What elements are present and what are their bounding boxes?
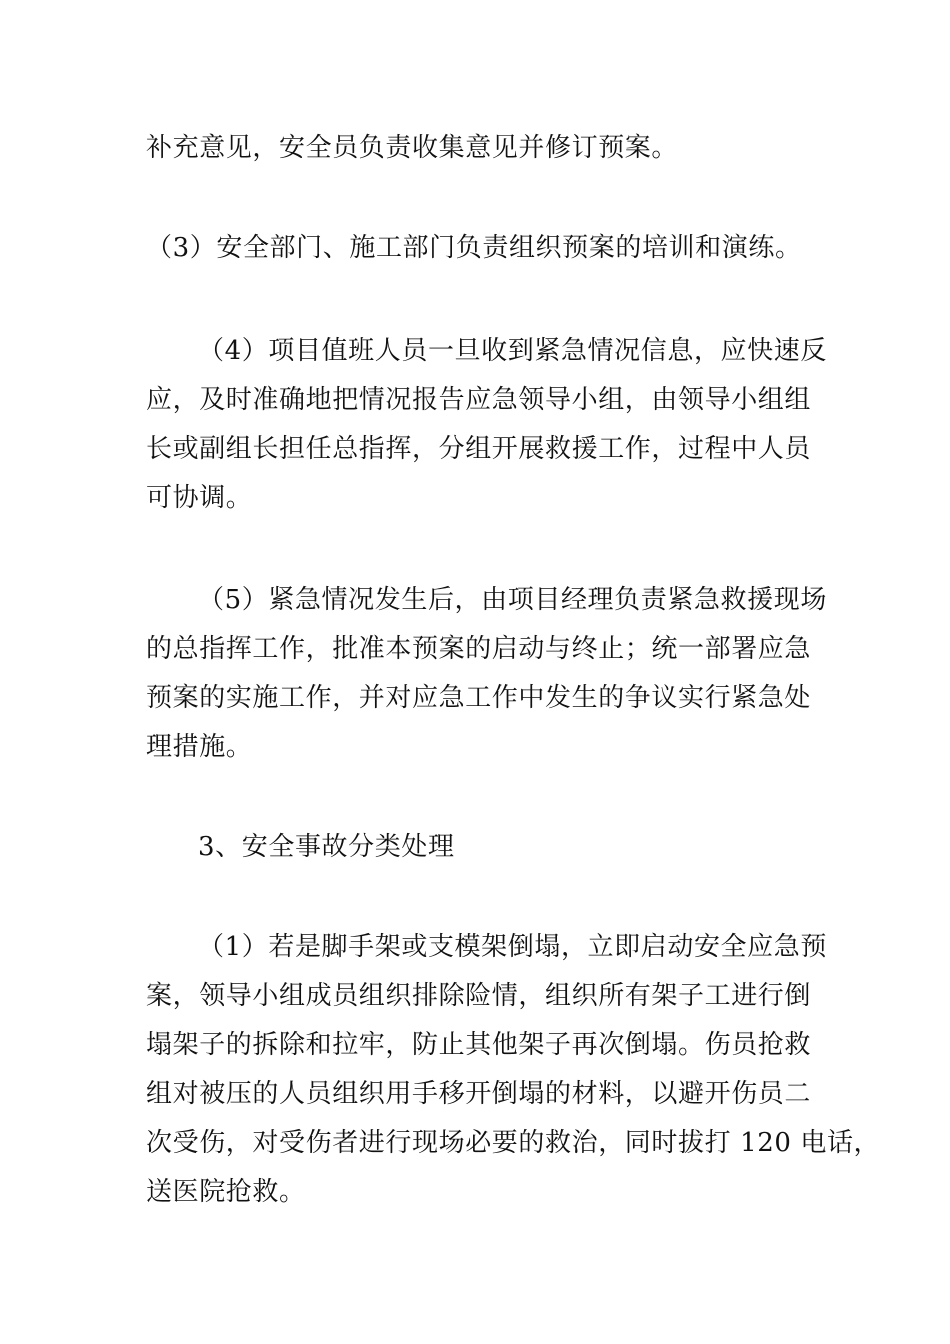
- text-line: （1）若是脚手架或支模架倒塌，立即启动安全应急预: [198, 932, 827, 962]
- text-line: （4）项目值班人员一旦收到紧急情况信息，应快速反: [198, 336, 827, 366]
- text-line: 塌架子的拆除和拉牢，防止其他架子再次倒塌。伤员抢救: [146, 1030, 812, 1060]
- text-line: 送医院抢救。: [146, 1177, 306, 1207]
- text-line: 可协调。: [146, 483, 253, 513]
- text-line: （5）紧急情况发生后，由项目经理负责紧急救援现场: [198, 585, 827, 615]
- text-line: 补充意见，安全员负责收集意见并修订预案。: [146, 133, 679, 163]
- section-heading: 3、安全事故分类处理: [198, 832, 455, 862]
- text-line: 长或副组长担任总指挥，分组开展救援工作，过程中人员: [146, 434, 812, 464]
- text-line: 应，及时准确地把情况报告应急领导小组，由领导小组组: [146, 385, 812, 415]
- text-line: 的总指挥工作，批准本预案的启动与终止；统一部署应急: [146, 634, 812, 664]
- text-line: 组对被压的人员组织用手移开倒塌的材料，以避开伤员二: [146, 1079, 812, 1109]
- text-line: 案，领导小组成员组织排除险情，组织所有架子工进行倒: [146, 981, 812, 1011]
- text-line: （3）安全部门、施工部门负责组织预案的培训和演练。: [146, 233, 802, 263]
- text-line: 理措施。: [146, 732, 253, 762]
- text-line: 次受伤，对受伤者进行现场必要的救治，同时拔打 120 电话，: [146, 1128, 881, 1158]
- text-line: 预案的实施工作，并对应急工作中发生的争议实行紧急处: [146, 683, 812, 713]
